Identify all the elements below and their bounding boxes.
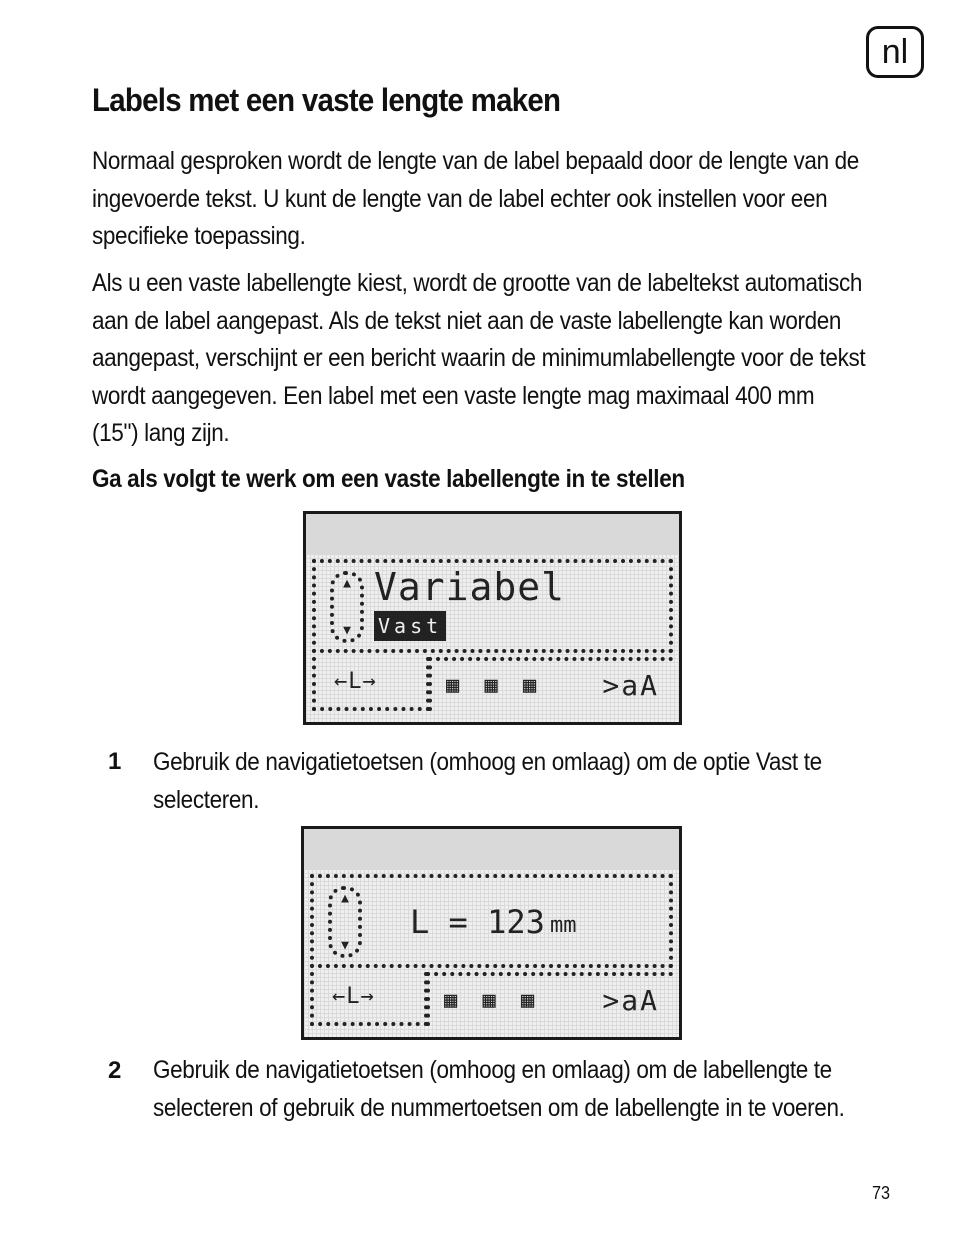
lcd-top-bar (306, 514, 679, 555)
fixed-length-paragraph: Als u een vaste labellengte kiest, wordt de grootte van de labeltekst automatisch aan de label aangepast. Als de tekst niet aan de vaste labellengte kan worden aangepast, verschijnt er een bericht waarin de minimumlabellengte voor de tekst wordt aangegeven. Een label met een vaste lengte mag maximaal 400 mm (15") lang zijn. (92, 269, 866, 447)
length-arrows-icon: ←L→ (332, 984, 375, 1009)
nav-updown-icon (328, 886, 362, 958)
down-arrow-icon: ▼ (341, 938, 349, 953)
alignment-icons: ▦ ▦ ▦ (444, 988, 541, 1013)
lcd-main-area (312, 559, 673, 653)
step-text: Gebruik de navigatietoetsen (omhoog en omlaag) om de labellengte te selecteren of gebruik de nummertoetsen om de labellengte in te voeren. (153, 1056, 845, 1122)
step-text: Gebruik de navigatietoetsen (omhoog en omlaag) om de optie Vast te selecteren. (153, 748, 822, 814)
step-number: 2 (108, 1057, 122, 1084)
lcd-main-area (310, 874, 673, 968)
lcd-screen-length (301, 826, 682, 1040)
lcd-status-bar (428, 657, 673, 711)
page-title: Labels met een vaste lengte maken (92, 82, 561, 118)
lcd-length-value: L = 123 (410, 903, 545, 941)
nav-updown-icon (330, 571, 364, 643)
lcd-option-variable: Variabel (374, 565, 566, 609)
intro-paragraph: Normaal gesproken wordt de lengte van de label bepaald door de lengte van de ingevoerde tekst. U kunt de lengte van de label echter ook instellen voor een specifieke toepassing. (92, 147, 859, 250)
lcd-length-indicator (310, 972, 428, 1026)
lcd-top-bar (304, 829, 679, 870)
page-number: 73 (872, 1183, 891, 1203)
alignment-icons: ▦ ▦ ▦ (446, 673, 543, 698)
length-arrows-icon: ←L→ (334, 669, 377, 694)
down-arrow-icon: ▼ (343, 623, 351, 638)
up-arrow-icon: ▲ (343, 576, 351, 591)
lcd-length-indicator (312, 657, 430, 711)
lcd-screen-variable (303, 511, 682, 725)
lcd-status-bar (426, 972, 673, 1026)
caps-icon: >aA (602, 984, 659, 1017)
section-heading: Ga als volgt te werk om een vaste labellengte in te stellen (92, 465, 685, 493)
language-tab: nl (866, 26, 924, 78)
step-number: 1 (108, 748, 122, 775)
caps-icon: >aA (602, 669, 659, 702)
lcd-option-fixed-highlight: Vast (374, 611, 446, 641)
up-arrow-icon: ▲ (341, 891, 349, 906)
lcd-length-unit: mm (550, 913, 577, 938)
